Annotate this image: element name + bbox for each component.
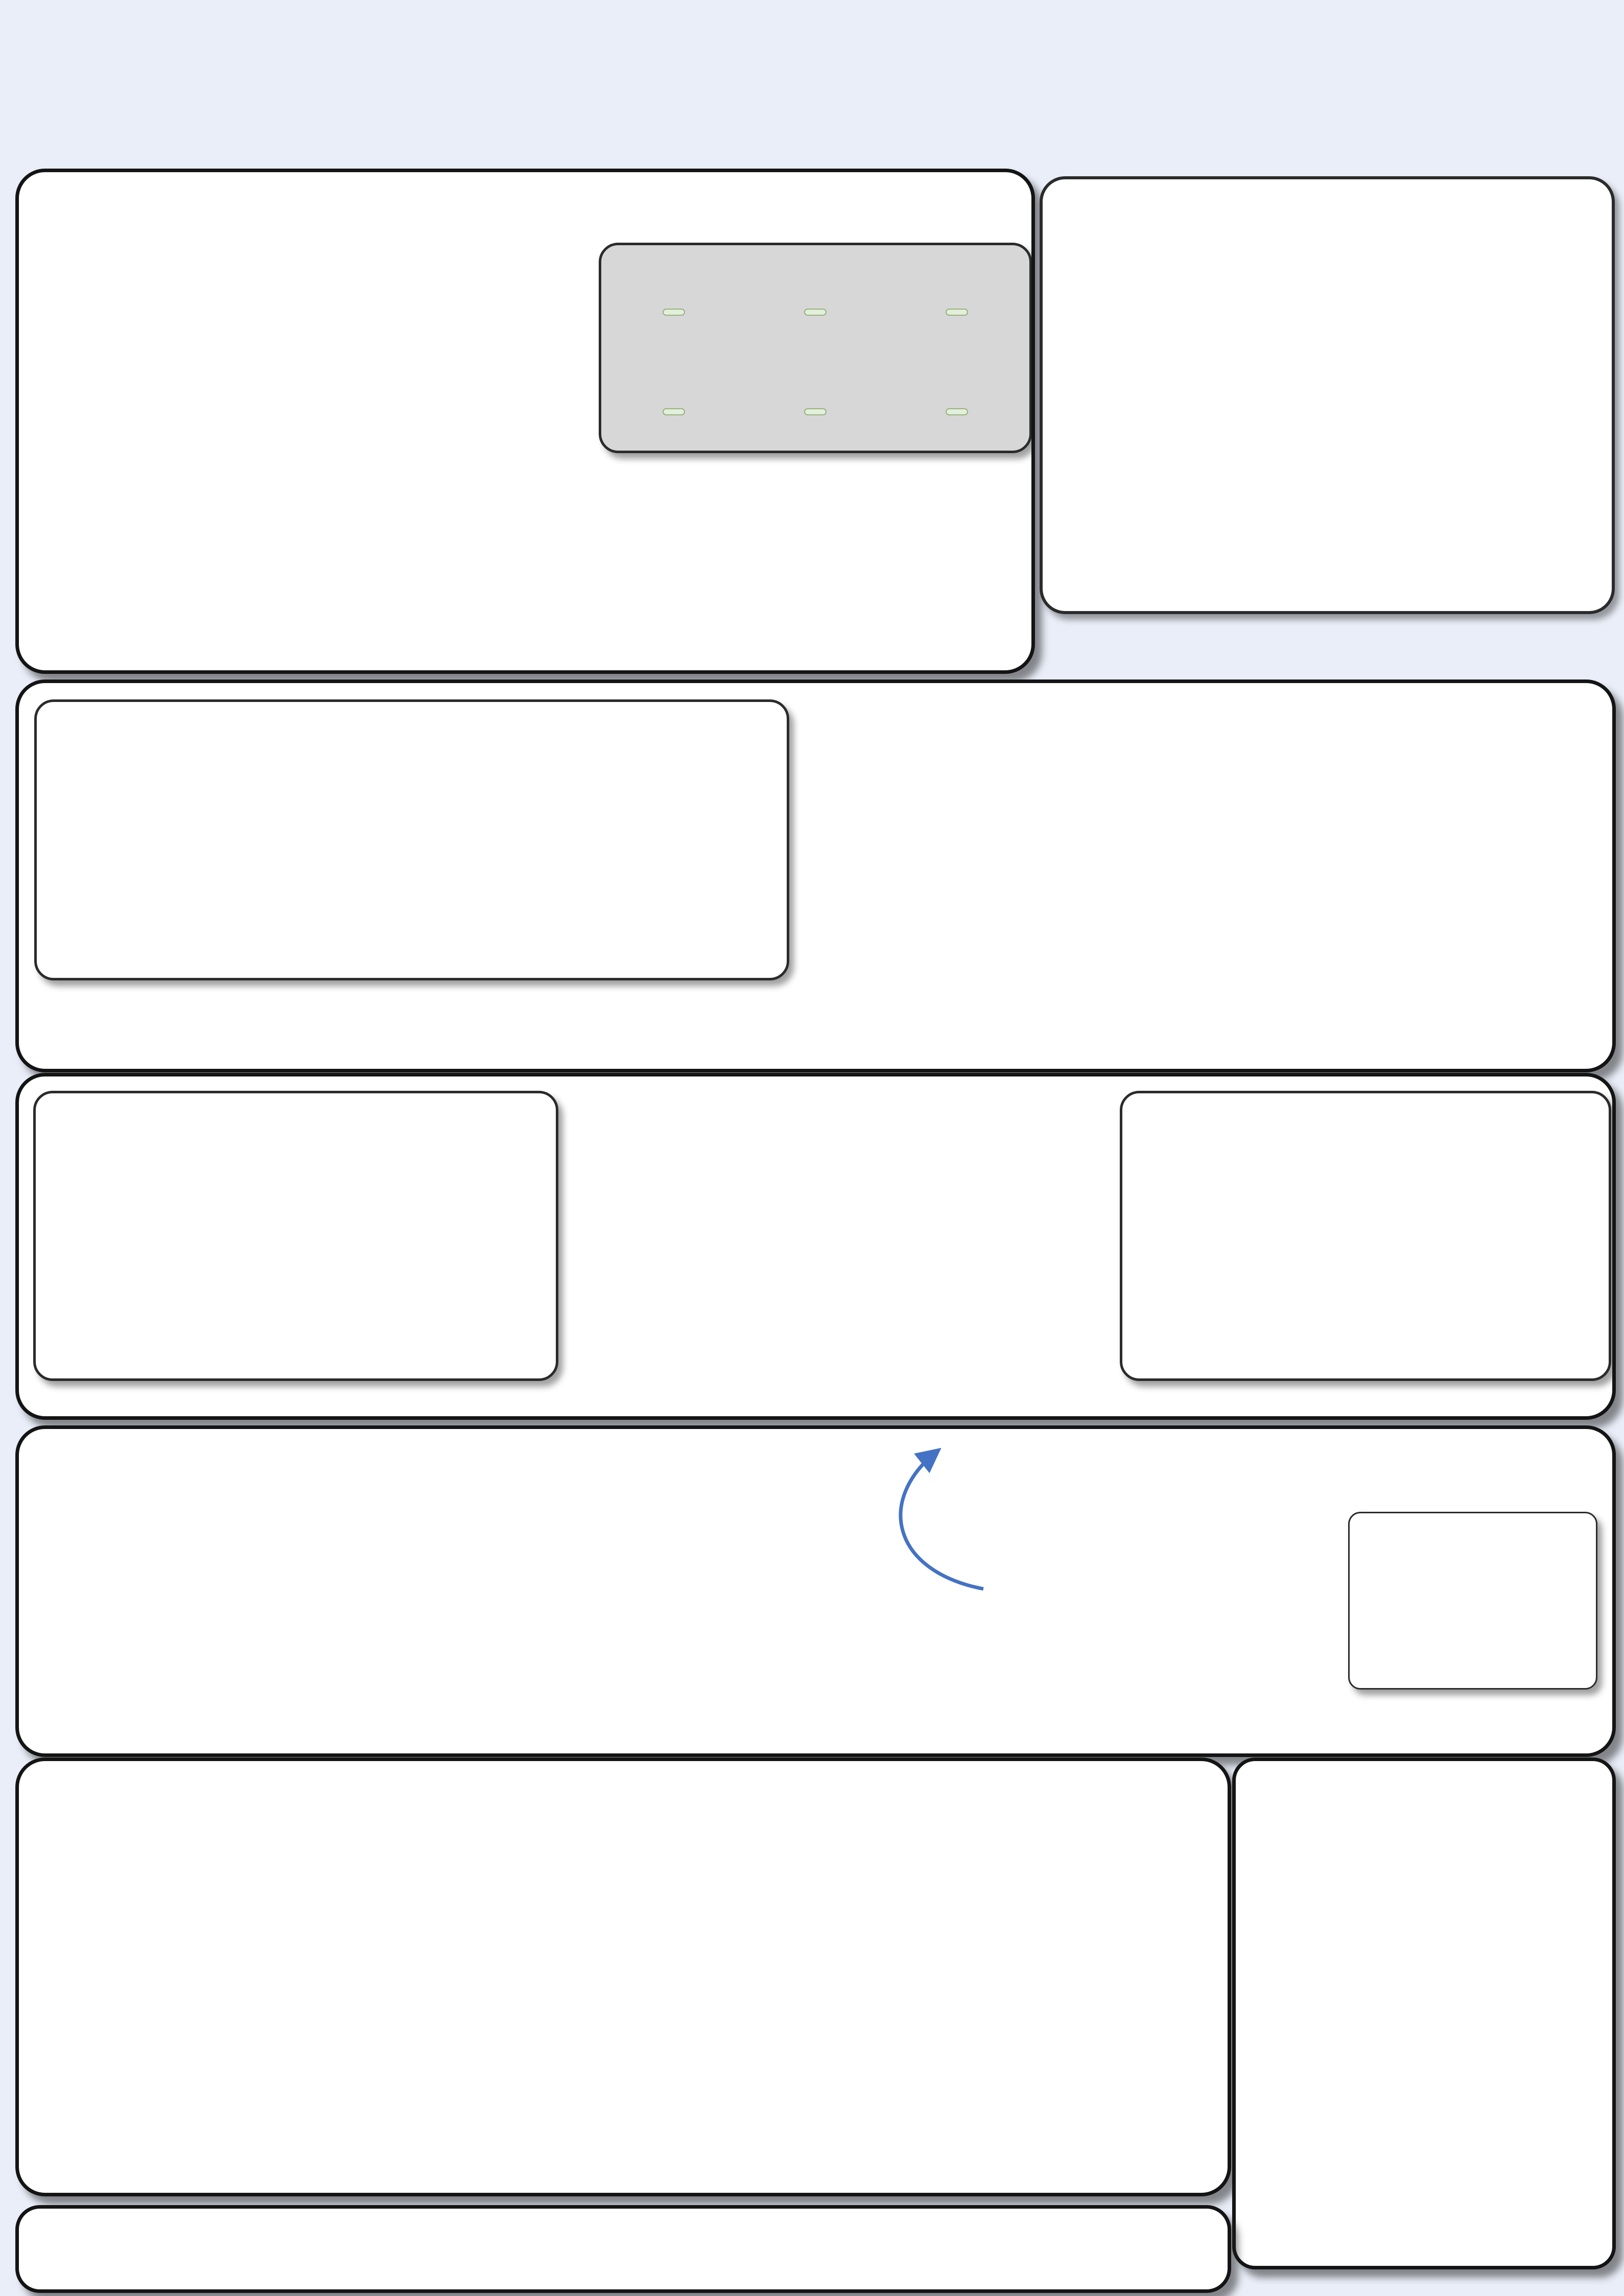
europe-map-generation [33, 1091, 558, 1381]
map1-graphic [36, 1093, 554, 1313]
turbine-types-figure [599, 243, 1032, 453]
kaplan-turbine-icon [751, 348, 879, 408]
waterotor-graphic [1348, 1512, 1597, 1690]
turbine-label-pelton [663, 408, 685, 415]
pelton-turbine-icon [610, 348, 738, 408]
footer-panel [15, 2205, 1231, 2293]
crossflow-turbine-icon [893, 348, 1021, 408]
section-hydroenergetics-panel [15, 1073, 1616, 1420]
section-replace-panel [15, 1758, 1231, 2196]
primary-energy-pie-chart [34, 1903, 596, 2159]
map2-legend [1143, 1321, 1592, 1374]
section5-paragraph1 [37, 1829, 1197, 1837]
cierny-vah-photo [34, 699, 789, 980]
turbine-label-propeller [804, 309, 827, 316]
electricity-sources-pie-chart [555, 1903, 1209, 2159]
turbine-selection-diagram [1040, 176, 1615, 614]
turbine-label-kaplan [804, 408, 827, 415]
section-principles-panel [15, 169, 1035, 674]
turbine-label-turgo [946, 309, 968, 316]
propeller-turbine-icon [751, 248, 879, 309]
turbine-label-crossflow [946, 408, 968, 415]
references-panel [1232, 1758, 1616, 2269]
reservoir-photo-graphic [37, 702, 787, 978]
francis-turbine-icon [610, 248, 738, 309]
section-hydrological-panel [15, 680, 1616, 1072]
university-seal-right [1471, 21, 1593, 143]
university-seal-left [30, 21, 151, 143]
section2-text [672, 764, 1597, 772]
section1-text [39, 236, 589, 244]
turbine-label-francis [663, 309, 685, 316]
map1-legend [51, 1318, 542, 1374]
turbulent-graphic [903, 1484, 1342, 1704]
europe-map-share [1120, 1091, 1611, 1381]
section-pros-cons-panel [15, 1425, 1616, 1757]
section3-text [554, 1153, 1112, 1161]
turgo-turbine-icon [893, 248, 1021, 309]
map2-graphic [1122, 1093, 1607, 1313]
hq-chart [1043, 179, 1612, 611]
